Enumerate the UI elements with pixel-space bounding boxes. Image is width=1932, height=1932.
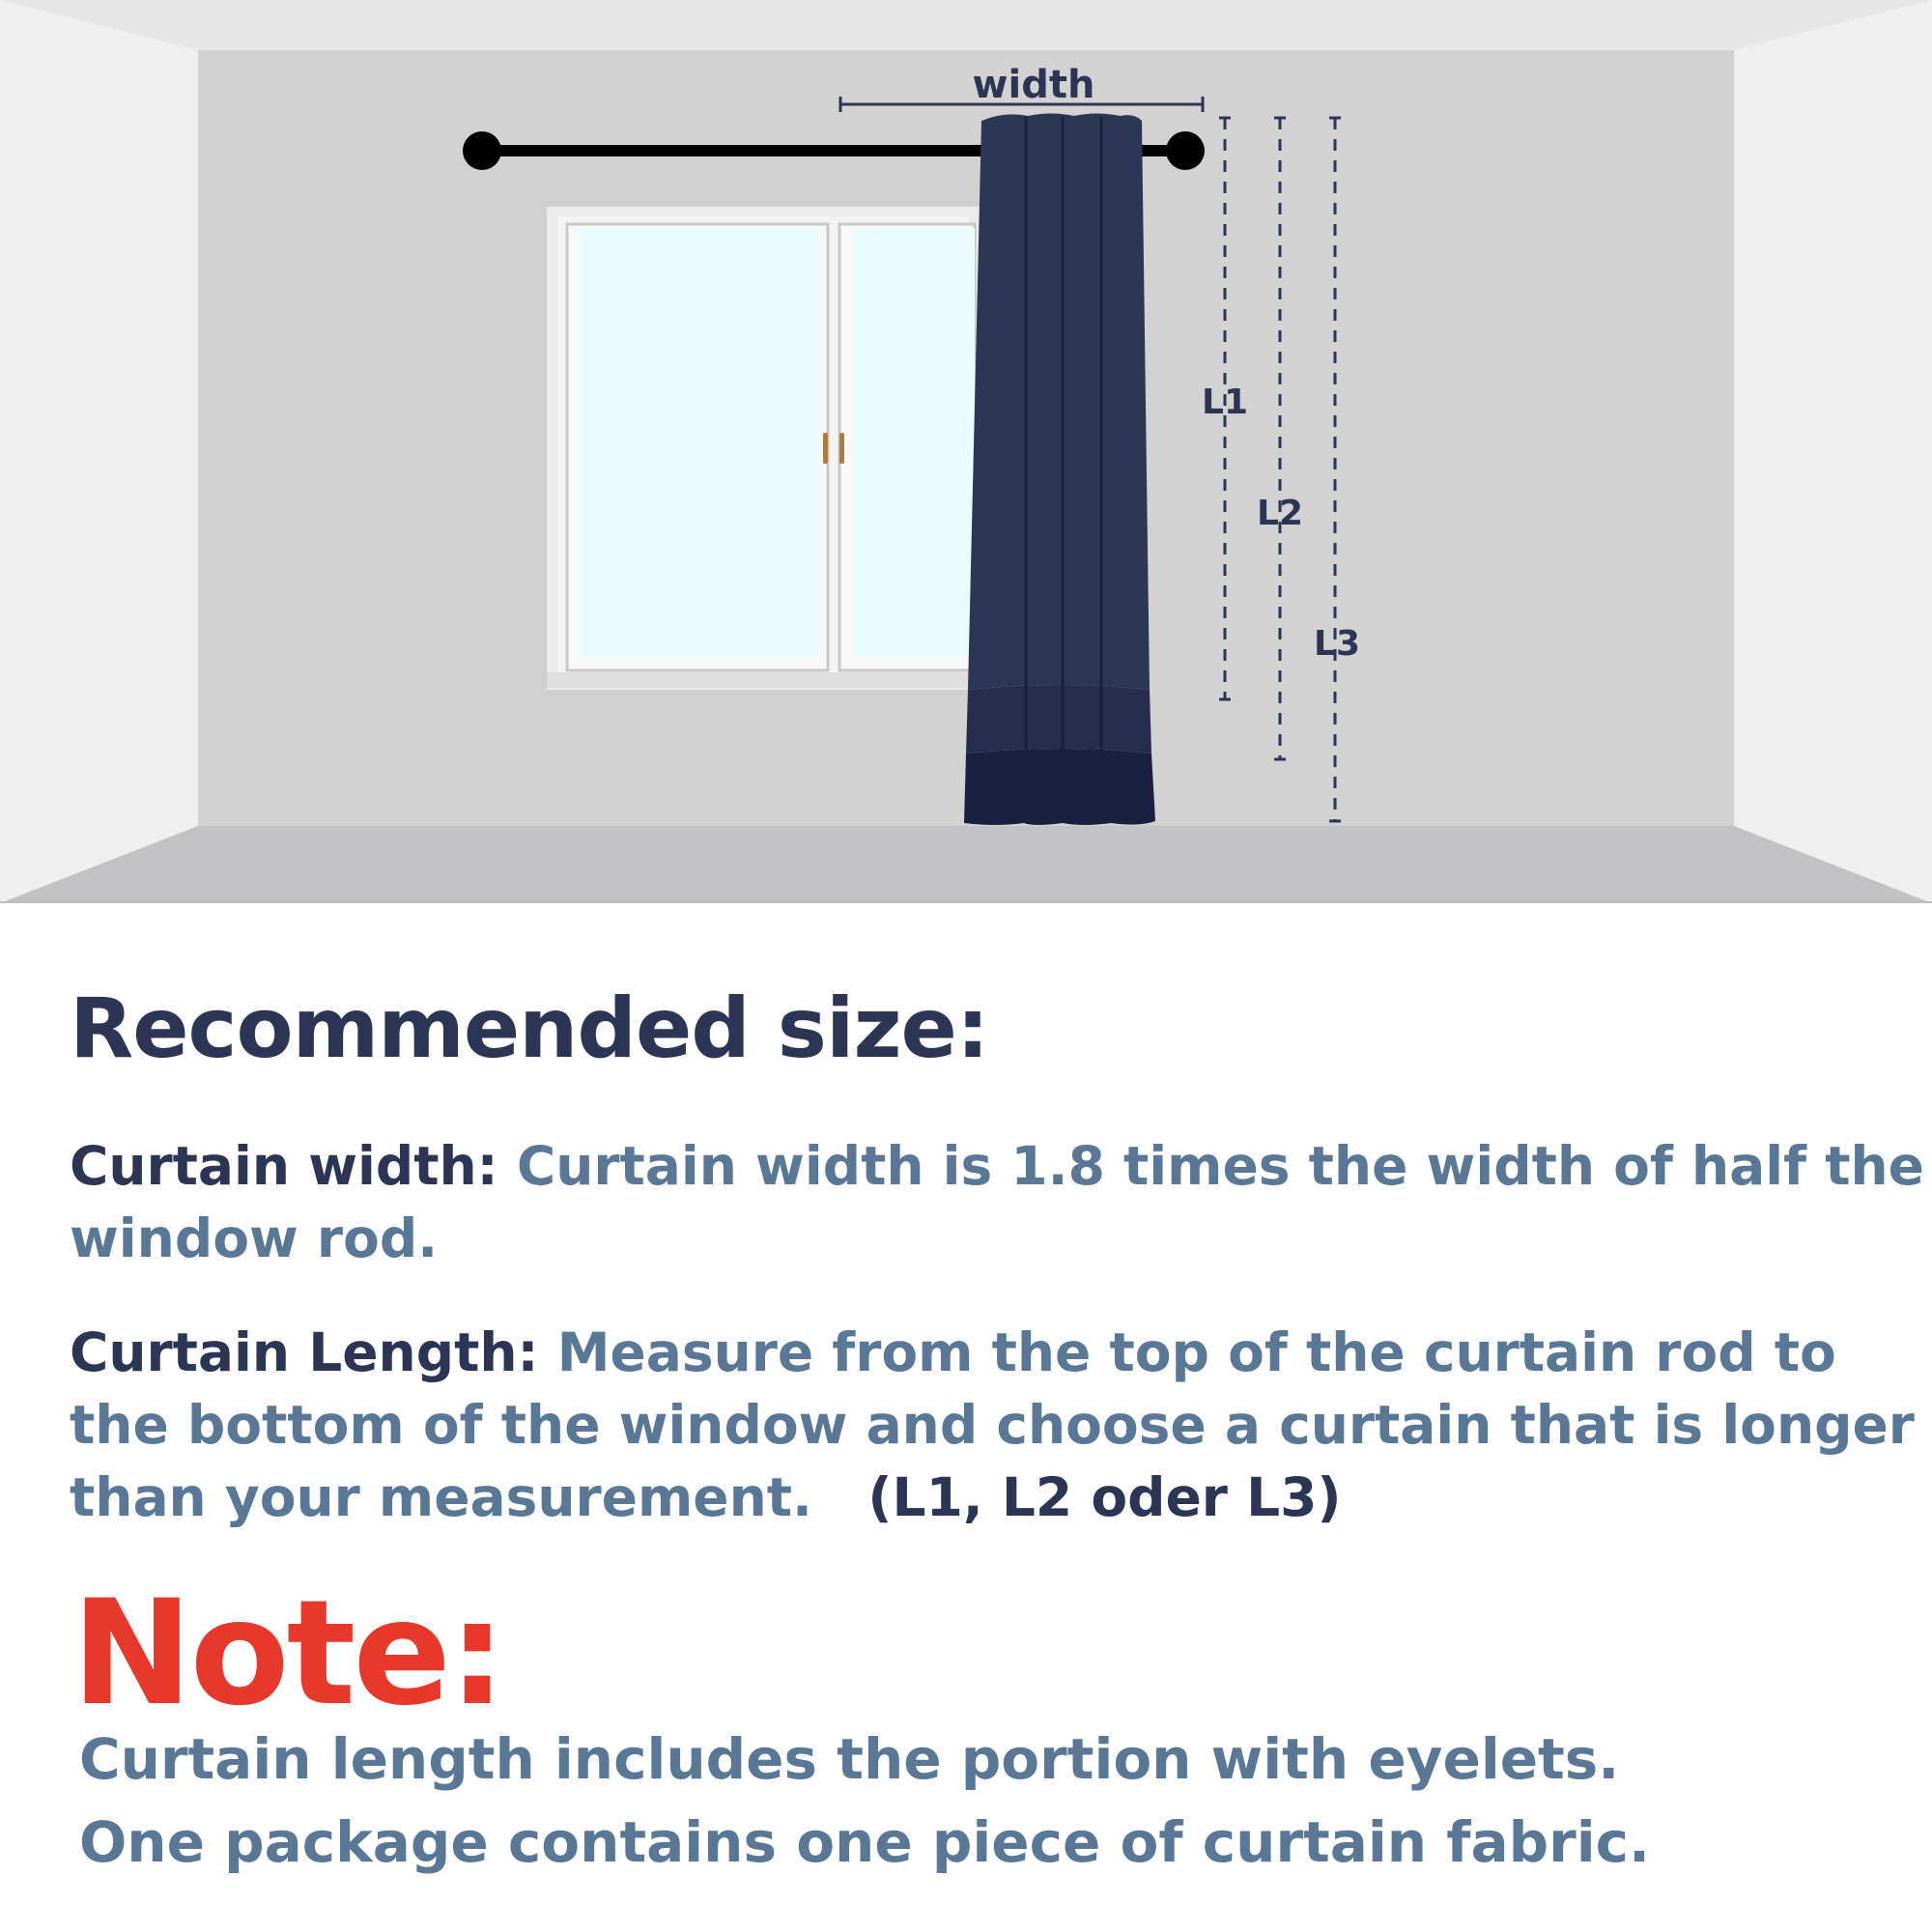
right-wall — [1734, 0, 1932, 903]
window-handle-right — [839, 433, 844, 464]
window-glass-right — [853, 228, 975, 657]
l2-label: L2 — [1257, 494, 1303, 533]
window — [541, 201, 985, 696]
floor — [0, 826, 1932, 903]
note-line-1: Curtain length includes the portion with eyelets. — [79, 1726, 1620, 1792]
curtain-length-label: Curtain Length: — [70, 1321, 539, 1383]
curtain-length-text-line3: than your measurement. — [70, 1466, 812, 1528]
room-illustration — [0, 0, 1932, 903]
l1-label: L1 — [1202, 383, 1248, 422]
curtain-width-paragraph — [70, 1130, 1924, 1275]
rod-finial-left — [463, 131, 501, 170]
window-glass-left — [578, 228, 817, 657]
curtain-length-text-line1: Measure from the top of the curtain rod to — [556, 1321, 1836, 1383]
rod-finial-right — [1166, 131, 1205, 170]
left-wall — [0, 0, 198, 903]
note-heading: Note: — [71, 1570, 504, 1738]
ceiling — [0, 0, 1932, 50]
curtain-width-label: Curtain width: — [70, 1135, 498, 1197]
window-handle-left — [823, 433, 828, 464]
curtain-length-text-line2: the bottom of the window and choose a curtain that is longer — [70, 1394, 1915, 1456]
l3-label: L3 — [1314, 624, 1360, 664]
width-label: width — [972, 63, 1095, 107]
note-line-2: One package contains one piece of curtain fabric. — [79, 1809, 1651, 1875]
heading-recommended-size: Recommended size: — [70, 980, 989, 1077]
curtain-width-text-line2: window rod. — [70, 1208, 439, 1269]
length-options: (L1, L2 oder L3) — [867, 1466, 1342, 1528]
curtain-length-paragraph — [70, 1317, 1915, 1534]
curtain — [964, 114, 1155, 826]
curtain-width-text-line1: Curtain width is 1.8 times the width of half the — [516, 1135, 1924, 1197]
